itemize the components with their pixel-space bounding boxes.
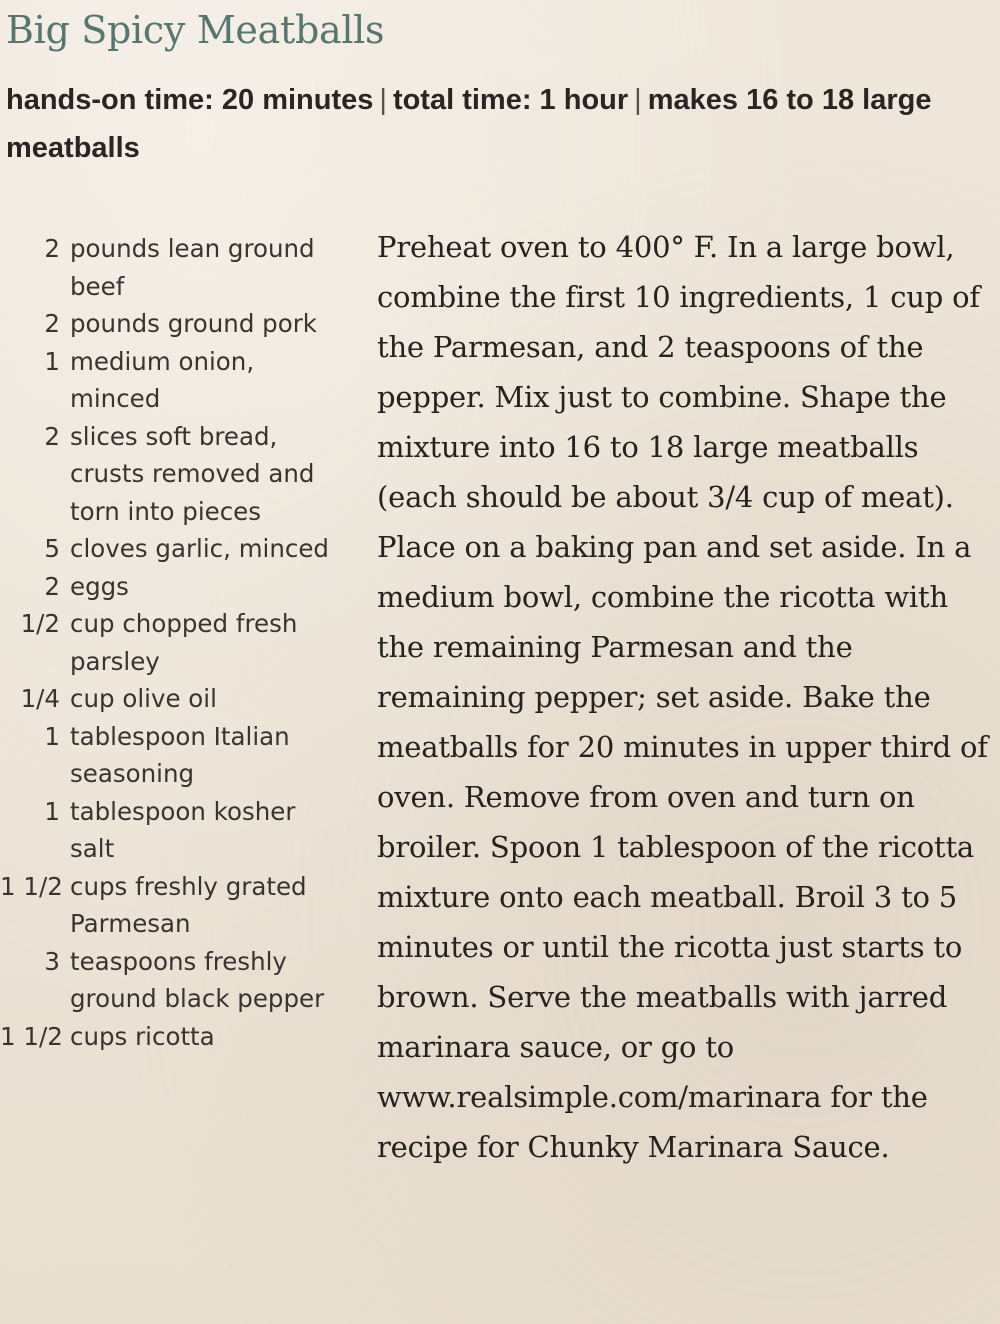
ingredient-qty: 2 bbox=[44, 234, 60, 263]
ingredient-list bbox=[0, 230, 340, 1055]
ingredient-qty: 3 bbox=[44, 946, 60, 976]
ingredient-item bbox=[0, 530, 340, 568]
total-time: total time: 1 hour bbox=[392, 84, 629, 116]
ingredient-text: tablespoon Italian seasoning bbox=[70, 721, 290, 788]
ingredient-text: cup chopped fresh parsley bbox=[70, 609, 298, 676]
ingredient-text: cups ricotta bbox=[70, 1021, 215, 1051]
ingredient-text: slices soft bread, crusts removed and torn into pieces bbox=[70, 421, 315, 526]
ingredient-qty: 1/2 bbox=[20, 609, 60, 638]
meta-separator: | bbox=[379, 84, 387, 116]
ingredient-qty: 2 bbox=[44, 309, 60, 338]
ingredient-qty: 2 bbox=[44, 571, 60, 601]
ingredient-item bbox=[0, 418, 340, 531]
ingredient-item bbox=[0, 343, 340, 418]
ingredient-qty: 1 bbox=[44, 796, 60, 826]
ingredient-item bbox=[0, 943, 340, 1018]
ingredient-qty: 1/4 bbox=[20, 684, 60, 713]
ingredient-qty: 1 1/2 bbox=[0, 1021, 63, 1051]
ingredient-item bbox=[0, 718, 340, 793]
ingredient-qty: 2 bbox=[44, 421, 60, 451]
ingredient-text: medium onion, minced bbox=[70, 346, 255, 413]
yield: makes 16 to 18 large meatballs bbox=[6, 84, 932, 164]
ingredient-item bbox=[0, 793, 340, 868]
ingredient-text: pounds lean ground beef bbox=[70, 234, 315, 301]
ingredient-text: cloves garlic, minced bbox=[70, 534, 329, 563]
ingredient-item bbox=[0, 230, 340, 305]
ingredient-qty: 5 bbox=[44, 534, 60, 563]
ingredient-qty: 1 bbox=[44, 721, 60, 751]
ingredient-item bbox=[0, 868, 340, 943]
ingredient-text: pounds ground pork bbox=[70, 309, 317, 338]
hands-on-time: hands-on time: 20 minutes bbox=[6, 84, 374, 116]
ingredient-text: eggs bbox=[70, 571, 129, 601]
ingredient-item bbox=[0, 605, 340, 680]
recipe-method: Preheat oven to 400° F. In a large bowl, combine the first 10 ingredients, 1 cup of the Parmesan, and 2 teaspoons of the pepper. Mix just to combine. Shape the mixture into 16 to 18 large meatballs (each should be about 3/4 cup of meat). Place on a baking pan and set aside. In a medium bowl, combine the ricotta with the remaining Parmesan and the remaining pepper; set aside. Bake the meatballs for 20 minutes in upper third of oven. Remove from oven and turn on broiler. Spoon 1 tablespoon of the ricotta mixture onto each meatball. Broil 3 to 5 minutes or until the ricotta just starts to brown. Serve the meatballs with jarred marinara sauce, or go to www.realsimple.com/marinara for the recipe for Chunky Marinara Sauce. bbox=[377, 230, 988, 1164]
ingredient-item bbox=[0, 680, 340, 718]
ingredient-qty: 1 bbox=[44, 346, 60, 376]
ingredient-item bbox=[0, 1018, 340, 1056]
ingredient-text: tablespoon kosher salt bbox=[70, 796, 296, 863]
recipe-meta bbox=[6, 76, 1000, 172]
ingredient-item bbox=[0, 305, 340, 343]
ingredient-qty: 1 1/2 bbox=[0, 871, 63, 901]
recipe-title: Big Spicy Meatballs bbox=[6, 8, 385, 52]
meta-separator: | bbox=[634, 84, 642, 116]
ingredient-text: cups freshly grated Parmesan bbox=[70, 871, 307, 938]
ingredient-item bbox=[0, 568, 340, 606]
ingredient-text: teaspoons freshly ground black pepper bbox=[70, 946, 325, 1013]
ingredient-text: cup olive oil bbox=[70, 684, 217, 713]
